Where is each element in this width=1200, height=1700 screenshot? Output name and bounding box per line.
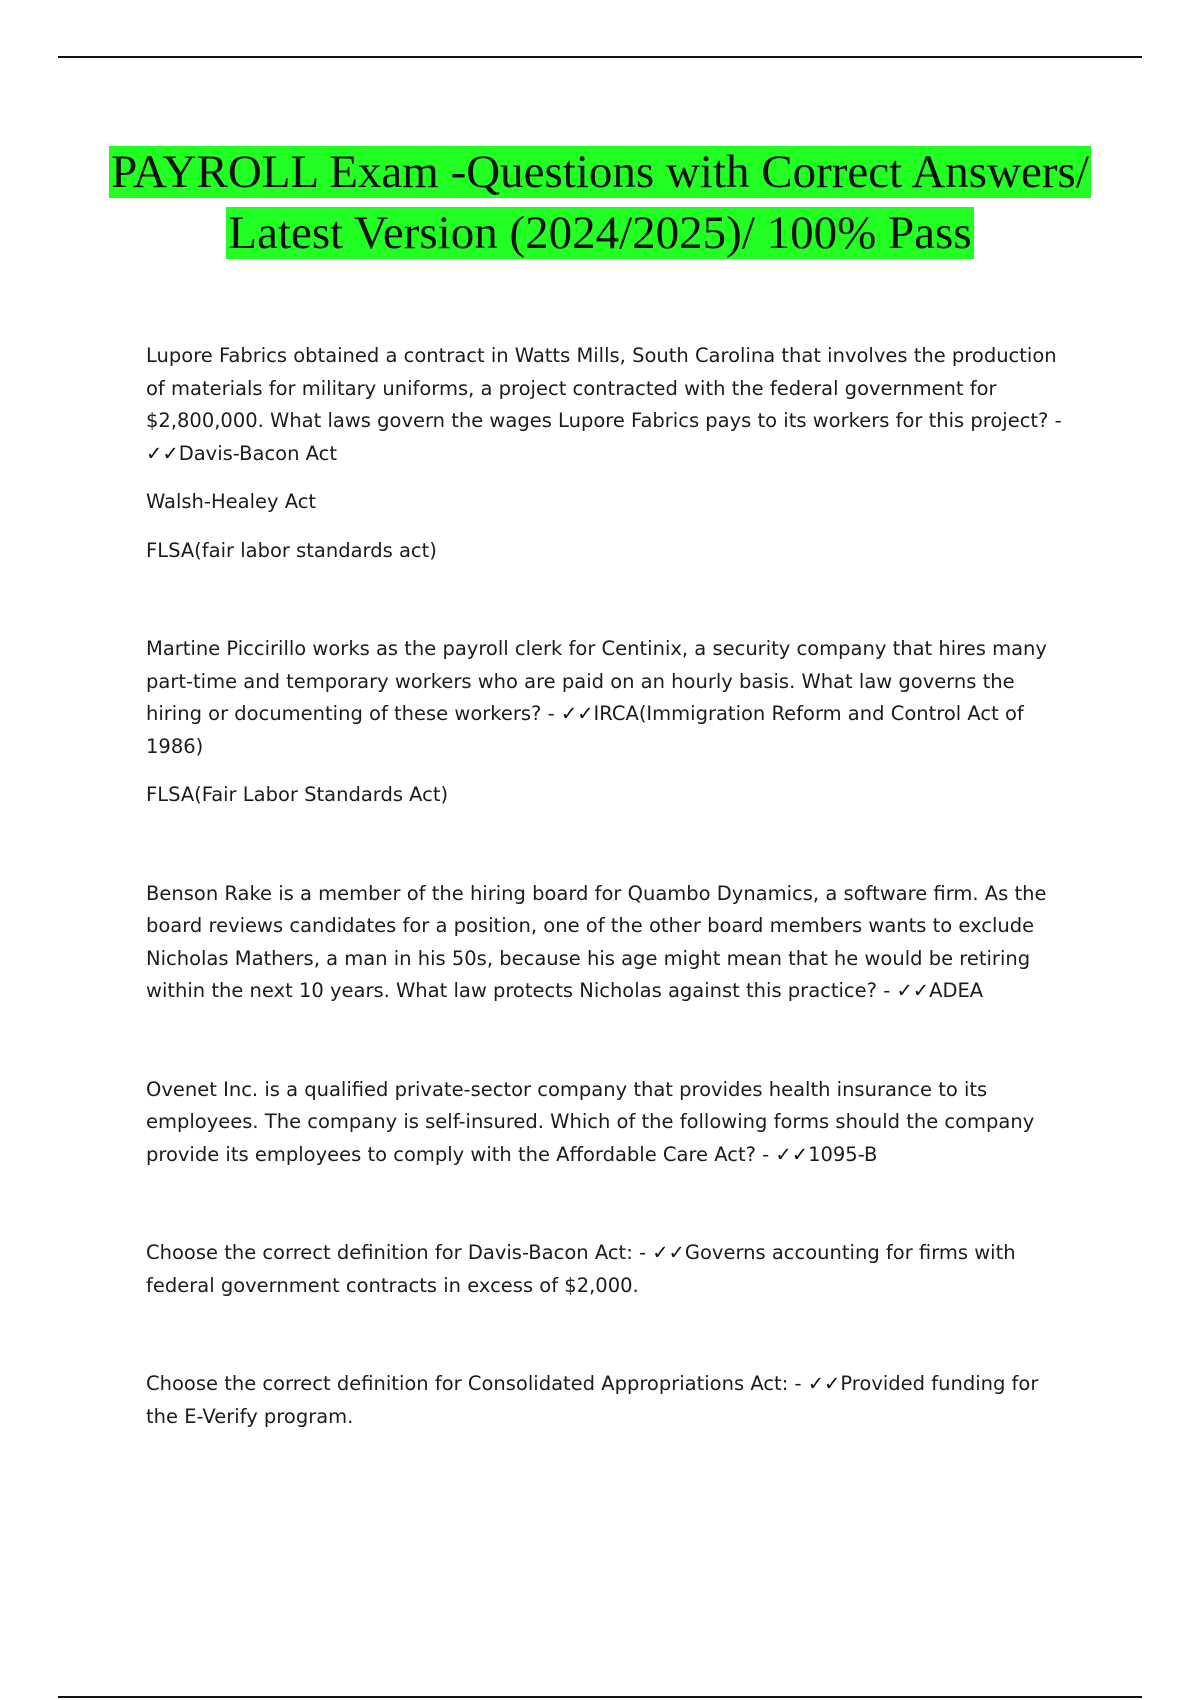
question-prompt: Lupore Fabrics obtained a contract in Watts Mills, South Carolina that involves the production of materials for military uniforms, a project contracted with the federal government for $2,800,000. What laws govern the wages Lupore Fabrics pays to its workers for this project? - [146,344,1062,432]
title-highlight: PAYROLL Exam -Questions with Correct Answers/ Latest Version (2024/2025)/ 100% Pass [111,146,1089,259]
answer-text: Governs accounting for firms with federal government contracts in excess of $2,000. [146,1241,1016,1297]
qa-item [146,340,1066,567]
check-icon: ✓✓ [146,441,179,465]
bottom-rule [58,1696,1142,1698]
question-prompt: Benson Rake is a member of the hiring board for Quambo Dynamics, a software firm. As the board reviews candidates for a position, one of the other board members wants to exclude Nicholas Mathers, a man in his 50s, because his age might mean that he would be retiring within the next 10 years. What law protects Nicholas against this practice? - [146,881,1047,1002]
question-text [146,340,1066,470]
answer-line: FLSA(fair labor standards act) [146,538,437,562]
document-title [100,142,1100,264]
qa-item [146,1368,1066,1433]
qa-list [146,340,1066,1433]
question-text [146,633,1066,763]
question-prompt: Martine Piccirillo works as the payroll clerk for Centinix, a security company that hires many part-time and temporary workers who are paid on an hourly basis. What law governs the hiring or documenting of these workers? - [146,637,1047,725]
answer-line: FLSA(Fair Labor Standards Act) [146,783,449,806]
check-icon: ✓✓ [807,1372,841,1395]
qa-item [146,1237,1066,1302]
answer-line: Walsh-Healey Act [146,490,317,513]
check-icon: ✓✓ [560,702,594,725]
answer-text: Provided funding for the E-Verify program. [146,1372,1039,1428]
answer-text: IRCA(Immigration Reform and Control Act of 1986) [146,702,1024,758]
answer-text: 1095-B [808,1142,878,1166]
question-text [146,1237,1066,1302]
question-text [146,1368,1066,1433]
question-prompt: Choose the correct definition for Consolidated Appropriations Act: - [146,1372,808,1395]
question-prompt: Ovenet Inc. is a qualified private-sector company that provides health insurance to its employees. The company is self-insured. Which of the following forms should the company provide its employees to comply with the Affordable Care Act? - [146,1077,1035,1166]
qa-item [146,878,1066,1008]
qa-item [146,1074,1066,1172]
qa-item [146,633,1066,812]
question-prompt: Choose the correct definition for Davis-Bacon Act: - [146,1241,653,1264]
check-icon: ✓✓ [896,979,930,1002]
question-text [146,878,1066,1008]
answer-text: ADEA [929,979,984,1002]
check-icon: ✓✓ [775,1142,809,1166]
check-icon: ✓✓ [652,1241,685,1264]
top-rule [58,56,1142,58]
question-text [146,1074,1066,1172]
answer-text: Davis-Bacon Act [178,441,338,465]
